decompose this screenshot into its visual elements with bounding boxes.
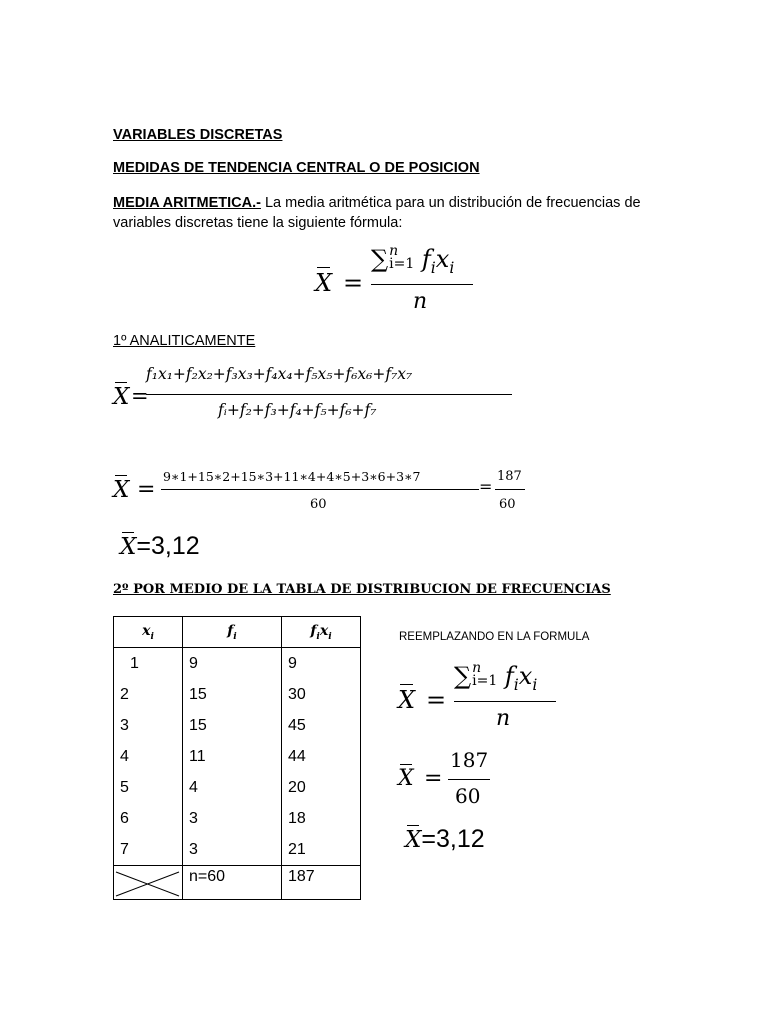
table-header-row <box>114 617 361 648</box>
header-fixi: $f_ix_i$ <box>282 617 361 648</box>
cell-x: 4 <box>114 741 183 772</box>
table-row <box>114 834 361 866</box>
cell-f: 9 <box>183 648 282 680</box>
denominator-n: n <box>413 289 428 314</box>
cell-x: 5 <box>114 772 183 803</box>
xbar-symbol-5: X <box>120 534 137 560</box>
equals-sign-4: = <box>479 477 493 496</box>
numeric-numerator: 9∗1+15∗2+15∗3+11∗4+4∗5+3∗6+3∗7 <box>163 469 421 484</box>
heading-variables-discretas: VARIABLES DISCRETAS <box>113 127 283 143</box>
table-row <box>114 772 361 803</box>
result-denominator: 60 <box>499 497 516 512</box>
mean-formula-general <box>315 245 485 320</box>
result-value-1: =3,12 <box>136 532 200 560</box>
cell-fx: 30 <box>282 679 361 710</box>
sum-numerator-2: ∑n i=1 $f_ix_i$ <box>454 660 538 694</box>
mean-formula-result <box>398 748 508 813</box>
label-reemplazando: REEMPLAZANDO EN LA FORMULA <box>399 631 590 643</box>
cell-total-n: n=60 <box>183 866 282 900</box>
equals-sign-7: = <box>424 766 443 791</box>
cell-fx: 44 <box>282 741 361 772</box>
cell-x: 3 <box>114 710 183 741</box>
cell-x: 6 <box>114 803 183 834</box>
cell-fx: 21 <box>282 834 361 866</box>
heading-tabla: 2º POR MEDIO DE LA TABLA DE DISTRIBUCION DE FRECUENCIAS <box>113 582 611 597</box>
xbar-symbol-2: X <box>113 384 130 410</box>
denominator-n-2: n <box>496 706 511 731</box>
cell-f: 3 <box>183 834 282 866</box>
xbar-symbol-6: X <box>398 686 416 714</box>
paragraph-media-aritmetica <box>113 193 673 233</box>
mean-formula-expanded <box>113 365 533 435</box>
header-fi: $f_i$ <box>183 617 282 648</box>
frequency-table <box>113 616 361 900</box>
table-row <box>114 803 361 834</box>
cell-f: 15 <box>183 679 282 710</box>
numeric-denominator: 60 <box>310 497 327 512</box>
cell-f: 4 <box>183 772 282 803</box>
table-row <box>114 679 361 710</box>
result-denominator-2: 60 <box>455 784 481 808</box>
cross-cell-icon <box>114 868 181 900</box>
cell-fx: 45 <box>282 710 361 741</box>
xbar-symbol-7: X <box>398 766 414 791</box>
result-line-1 <box>120 532 200 561</box>
table-row <box>114 710 361 741</box>
result-numerator-2: 187 <box>450 748 489 772</box>
media-aritmetica-text: La media aritmética para un distribución de frecuencias de variables discretas tiene la siguiente fórmula: <box>113 195 641 231</box>
cell-x: 1 <box>114 648 183 680</box>
freq-table-grid <box>113 616 361 900</box>
sum-numerator: ∑n i=1 $f_ix_i$ <box>371 243 455 277</box>
equals-sign: = <box>343 269 364 297</box>
heading-analiticamente: 1º ANALITICAMENTE <box>113 333 256 349</box>
cell-f: 15 <box>183 710 282 741</box>
equals-sign-3: = <box>137 477 156 502</box>
cell-x: 2 <box>114 679 183 710</box>
result-line-2 <box>405 825 485 854</box>
media-aritmetica-label: MEDIA ARITMETICA.- <box>113 195 261 211</box>
table-row <box>114 648 361 680</box>
header-xi: $x_i$ <box>114 617 183 648</box>
heading-medidas-tendencia: MEDIDAS DE TENDENCIA CENTRAL O DE POSICION <box>113 160 480 176</box>
expanded-numerator: f₁x₁+f₂x₂+f₃x₃+f₄x₄+f₅x₅+f₆x₆+f₇x₇ <box>146 365 413 383</box>
mean-formula-numeric <box>113 465 543 520</box>
table-row <box>114 741 361 772</box>
xbar-symbol: X <box>315 269 333 297</box>
xbar-symbol-3: X <box>113 477 130 503</box>
equals-sign-6: = <box>426 686 447 714</box>
cell-fx: 20 <box>282 772 361 803</box>
cell-fx: 18 <box>282 803 361 834</box>
equals-sign-2: = <box>131 384 149 408</box>
cell-f: 3 <box>183 803 282 834</box>
xbar-symbol-8: X <box>405 827 422 853</box>
result-value-2: =3,12 <box>421 825 485 853</box>
result-numerator: 187 <box>497 469 522 484</box>
cell-f: 11 <box>183 741 282 772</box>
mean-formula-general-2 <box>398 662 568 737</box>
expanded-denominator: fᵢ+f₂+f₃+f₄+f₅+f₆+f₇ <box>218 401 377 419</box>
cell-total-fx: 187 <box>282 866 361 900</box>
cell-x: 7 <box>114 834 183 866</box>
cell-fx: 9 <box>282 648 361 680</box>
